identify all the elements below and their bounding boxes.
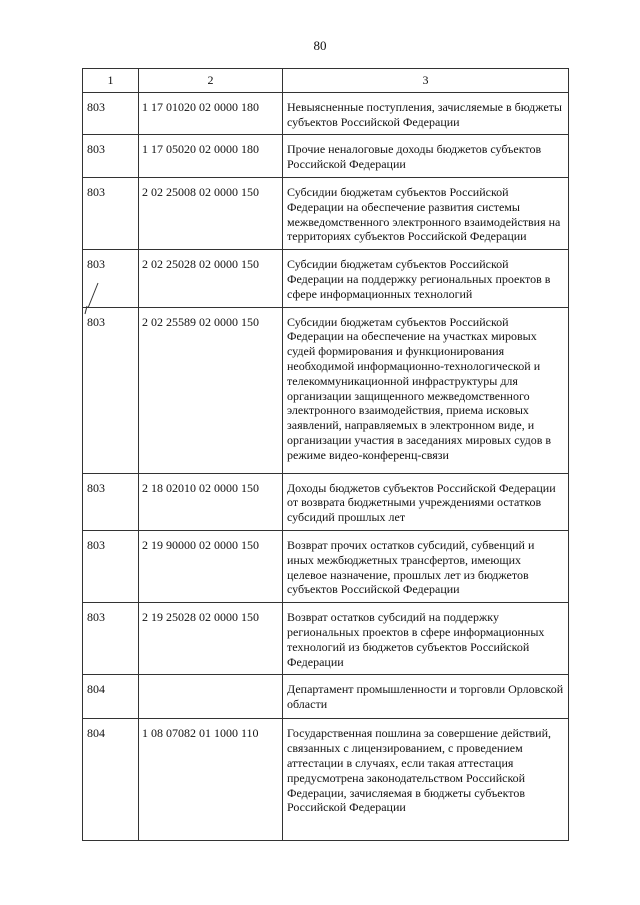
admin-code-cell: 803 [83, 473, 139, 530]
budget-code-cell: 2 02 25008 02 0000 150 [139, 177, 283, 249]
revenue-name-cell: Доходы бюджетов субъектов Российской Федерации от возврата бюджетными учреждениями остатков субсидий прошлых лет [283, 473, 569, 530]
revenue-name-cell: Возврат прочих остатков субсидий, субвенций и иных межбюджетных трансфертов, имеющих целевое назначение, прошлых лет из бюджетов субъектов Российской Федерации [283, 530, 569, 602]
table-row [83, 719, 569, 841]
table-header-row [83, 69, 569, 93]
table-row [83, 92, 569, 135]
table-row [83, 473, 569, 530]
admin-code-cell: 803 [83, 135, 139, 178]
admin-code-cell: 803 [83, 307, 139, 473]
admin-code-cell: 804 [83, 675, 139, 719]
table-row [83, 530, 569, 602]
admin-code-cell: 804 [83, 719, 139, 841]
table-row [83, 135, 569, 178]
admin-code-cell: 803 [83, 603, 139, 675]
budget-code-cell: 1 08 07082 01 1000 110 [139, 719, 283, 841]
budget-code-cell: 2 02 25589 02 0000 150 [139, 307, 283, 473]
header-col-2: 2 [139, 69, 283, 93]
admin-code-cell: 803 [83, 92, 139, 135]
budget-code-cell: 1 17 01020 02 0000 180 [139, 92, 283, 135]
table-row [83, 250, 569, 307]
table-row [83, 675, 569, 719]
admin-code-cell: 803 [83, 530, 139, 602]
budget-code-cell: 2 02 25028 02 0000 150 [139, 250, 283, 307]
revenue-name-cell: Возврат остатков субсидий на поддержку региональных проектов в сфере информационных технологий из бюджетов субъектов Российской Федерации [283, 603, 569, 675]
revenue-name-cell: Государственная пошлина за совершение действий, связанных с лицензированием, с проведением аттестации в случаях, если такая аттестация предусмотрена законодательством Российской Федерации, зачисляемая в бюджеты субъектов Российской Федерации [283, 719, 569, 841]
revenue-name-cell: Субсидии бюджетам субъектов Российской Федерации на обеспечение развития системы межведомственного электронного взаимодействия на территориях субъектов Российской Федерации [283, 177, 569, 249]
admin-code-cell: 803 [83, 250, 139, 307]
revenue-name-cell: Прочие неналоговые доходы бюджетов субъектов Российской Федерации [283, 135, 569, 178]
table-row [83, 603, 569, 675]
budget-code-cell: 2 19 25028 02 0000 150 [139, 603, 283, 675]
revenue-name-cell: Департамент промышленности и торговли Орловской области [283, 675, 569, 719]
header-col-1: 1 [83, 69, 139, 93]
header-col-3: 3 [283, 69, 569, 93]
table-row [83, 307, 569, 473]
budget-code-cell: 1 17 05020 02 0000 180 [139, 135, 283, 178]
revenue-name-cell: Невыясненные поступления, зачисляемые в бюджеты субъектов Российской Федерации [283, 92, 569, 135]
budget-code-cell [139, 675, 283, 719]
budget-code-cell: 2 18 02010 02 0000 150 [139, 473, 283, 530]
admin-code-cell: 803 [83, 177, 139, 249]
revenue-codes-table [82, 68, 569, 841]
table-row [83, 177, 569, 249]
page-number: 80 [313, 38, 327, 53]
budget-code-cell: 2 19 90000 02 0000 150 [139, 530, 283, 602]
revenue-name-cell: Субсидии бюджетам субъектов Российской Федерации на обеспечение на участках мировых судей формирования и функционирования необходимой информационно-технологической и телекоммуникационной инфраструктуры для организации защищенного межведомственного электронного взаимодействия, приема исковых заявлений, направляемых в электронном виде, и организации участия в заседаниях мировых судов в режиме видео-конференц-связи [283, 307, 569, 473]
revenue-name-cell: Субсидии бюджетам субъектов Российской Федерации на поддержку региональных проектов в сфере информационных технологий [283, 250, 569, 307]
